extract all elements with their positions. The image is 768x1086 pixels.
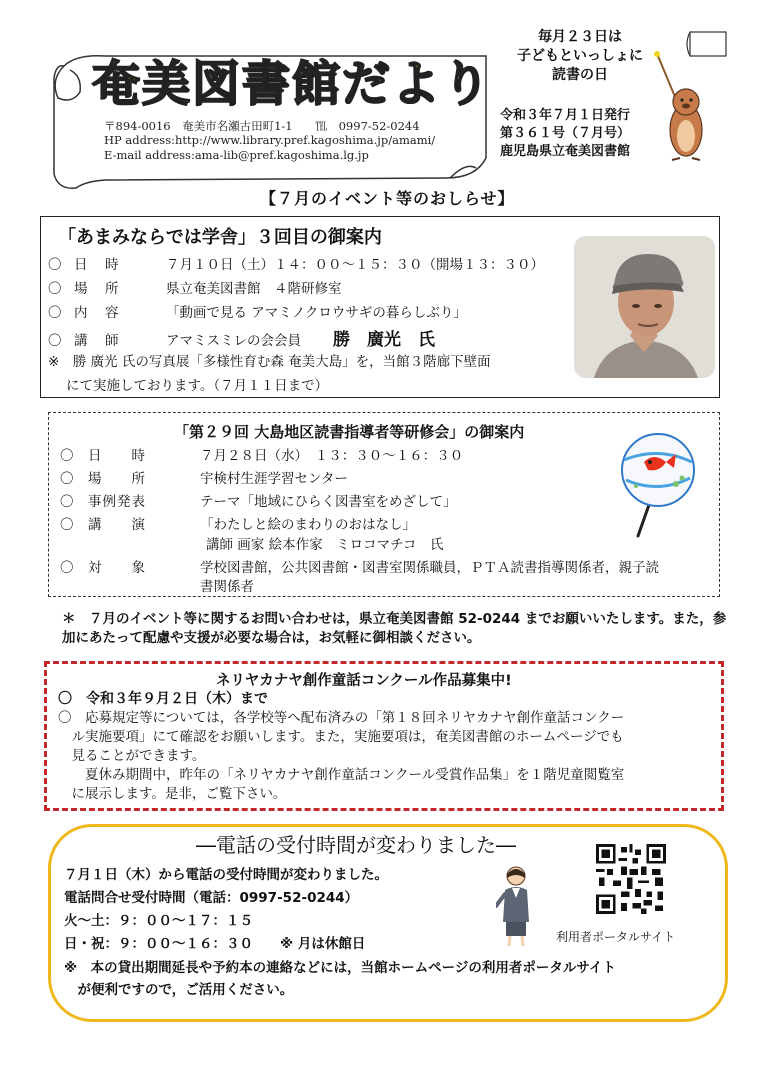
row-label: 場 所	[88, 471, 146, 487]
row-label: 日 時	[88, 448, 146, 464]
row-label: 講 師	[74, 333, 121, 349]
circle-mark: 〇	[48, 333, 62, 349]
lecture-row-content	[48, 301, 467, 321]
newsletter-title: 奄美図書館だより	[92, 56, 493, 112]
lecture-row-date	[48, 253, 544, 273]
fan-goldfish-icon	[610, 432, 700, 540]
contest-deadline: 〇 令和３年９月２日（木）まで	[58, 691, 268, 707]
workshop-row-place	[60, 467, 348, 487]
speaker-photo	[574, 236, 715, 378]
row-value: ７月２８日（水） １３：３０～１６：３０	[200, 448, 464, 464]
lecture-row-place	[48, 277, 342, 297]
circle-mark: 〇	[60, 560, 74, 576]
row-value: 宇検村生涯学習センター	[200, 471, 348, 487]
circle-mark: 〇	[60, 494, 74, 510]
issue-date: 令和３年７月１日発行	[500, 108, 631, 123]
phone-line: 電話問合せ受付時間（電話：0997-52-0244）	[64, 890, 359, 906]
workshop-row-talk-speaker	[60, 533, 444, 553]
speaker-name: 勝 廣光 氏	[333, 330, 435, 350]
workshop-row-talk	[60, 513, 416, 533]
phone-line: ７月１日（木）から電話の受付時間が変わりました。	[64, 867, 388, 883]
workshop-row-target-cont	[60, 575, 254, 595]
phone-hours-title: ―電話の受付時間が変わりました―	[196, 833, 516, 857]
contest-body-line: ル実施要項」にて確認をお願いします。また，実施要項は，奄美図書館のホームページでも	[58, 729, 624, 745]
contest-body	[58, 709, 718, 804]
phone-line: 日・祝：９：００～１６：３０ ※ 月は休館日	[64, 936, 366, 952]
lecture-title: 「あまみならでは学舎」３回目の御案内	[58, 227, 382, 248]
contest-body-line: 〇 応募規定等については，各学校等へ配布済みの「第１８回ネリヤカナヤ創作童話コンクー	[58, 710, 625, 726]
qr-code-icon[interactable]	[596, 844, 666, 914]
row-label: 事例発表	[88, 494, 146, 510]
row-value: ７月１０日（土）１４：００～１５：３０（開場１３：３０）	[166, 257, 544, 273]
circle-mark: 〇	[60, 517, 74, 533]
portal-site-label: 利用者ポータルサイト	[556, 930, 676, 944]
workshop-row-date	[60, 444, 463, 464]
phone-note-line: ※ 本の貸出期間延長や予約本の連絡などには，当館ホームページの利用者ポータルサイト	[64, 960, 616, 976]
lecture-row-speaker	[48, 325, 435, 350]
row-label: 内 容	[74, 305, 121, 321]
contest-body-line: 見ることができます。	[58, 748, 206, 764]
motto-line: 読書の日	[552, 67, 608, 83]
contest-body-line: に展示します。是非，ご覧下さい。	[58, 786, 287, 802]
postal-address: 〒894-0016 奄美市名瀬古田町1-1 ℡ 0997-52-0244	[104, 119, 420, 133]
motto-line: 毎月２３日は	[538, 29, 622, 45]
publisher: 鹿児島県立奄美図書館	[500, 144, 631, 159]
row-value: 書関係者	[200, 579, 254, 595]
row-label: 対 象	[88, 560, 146, 576]
circle-mark: 〇	[48, 281, 62, 297]
row-label: 日 時	[74, 257, 121, 273]
row-label: 講 演	[88, 517, 146, 533]
staff-woman-icon	[496, 864, 536, 948]
event-section-heading: 【７月のイベント等のおしらせ】	[260, 189, 515, 208]
row-value: テーマ「地域にひらく図書室をめざして」	[200, 494, 457, 510]
phone-note-line: が便利ですので，ご活用ください。	[64, 982, 294, 998]
circle-mark: 〇	[60, 448, 74, 464]
workshop-title: 「第２９回 大島地区読書指導者等研修会」の御案内	[174, 423, 525, 441]
row-value: アマミスミレの会会員	[166, 333, 301, 349]
circle-mark: 〇	[60, 471, 74, 487]
row-label: 場 所	[74, 281, 121, 297]
row-value: 講師 画家 絵本作家 ミロコマチコ 氏	[206, 537, 444, 553]
row-value: 「動画で見る アマミノクロウサギの暮らしぶり」	[166, 305, 467, 321]
lecture-note-line: ※ 勝 廣光 氏の写真展「多様性育む森 奄美大島」を，当館３階廊下壁面	[48, 354, 491, 370]
row-value: 「わたしと絵のまわりのおはなし」	[200, 517, 416, 533]
motto-line: 子どもといっしょに	[517, 48, 643, 64]
mascot-icon	[650, 26, 730, 164]
workshop-row-target	[60, 556, 659, 576]
homepage-address[interactable]: HP address:http://www.library.pref.kagoshima.jp/amami/	[104, 133, 436, 147]
circle-mark: 〇	[48, 257, 62, 273]
workshop-row-case	[60, 490, 457, 510]
issue-number: 第３６１号（７月号）	[500, 126, 631, 141]
email-address[interactable]: E-mail address:ama-lib@pref.kagoshima.lg.jp	[104, 148, 369, 162]
row-value: 学校図書館，公共図書館・図書室関係職員，ＰＴＡ読書指導関係者，親子読	[200, 560, 659, 576]
contest-title: ネリヤカナヤ創作童話コンクール作品募集中!	[216, 673, 512, 689]
contest-body-line: 夏休み期間中，昨年の「ネリヤカナヤ創作童話コンクール受賞作品集」を１階児童閲覧室	[58, 767, 625, 783]
phone-note	[64, 957, 712, 1001]
phone-line: 火～土：９：００～１７：１５	[64, 913, 253, 929]
inquiry-note: ＊ ７月のイベント等に関するお問い合わせは，県立奄美図書館 52-0244 までお願いいたします。また，参加にあたって配慮や支援が必要な場合は，お気軽に御相談ください。	[62, 611, 727, 646]
row-value: 県立奄美図書館 ４階研修室	[166, 281, 342, 297]
lecture-note-line: にて実施しております。（７月１１日まで）	[66, 378, 329, 394]
reading-day-motto	[500, 28, 660, 85]
circle-mark: 〇	[48, 305, 62, 321]
